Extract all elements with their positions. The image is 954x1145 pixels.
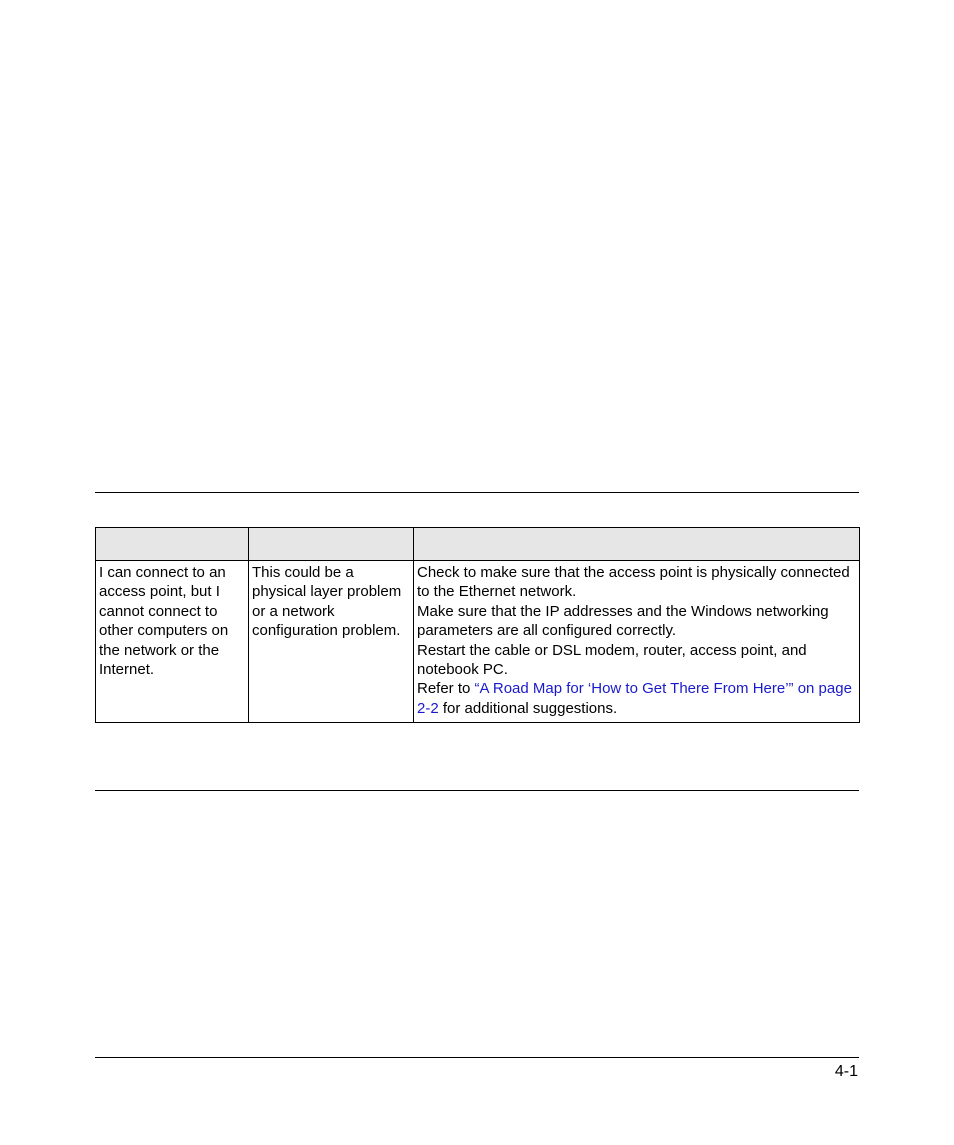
section-divider-top	[95, 492, 859, 493]
solution-cell	[414, 561, 860, 723]
header-cell-cause	[249, 528, 414, 561]
table-header-row	[96, 528, 860, 561]
table-row	[96, 561, 860, 723]
section-divider-bottom	[95, 790, 859, 791]
refer-suffix: for additional suggestions.	[438, 699, 618, 717]
header-cell-symptom	[96, 528, 249, 561]
solution-step-2: Make sure that the IP addresses and the Windows networking parameters are all configured correctly.	[417, 602, 829, 640]
roadmap-cross-reference-link[interactable]: “A Road Map for ‘How to Get There From Here’” on page 2-2	[417, 680, 852, 717]
solution-step-1: Check to make sure that the access point is physically connected to the Ethernet network.	[417, 564, 850, 601]
header-cell-solution	[414, 528, 860, 561]
solution-step-3: Restart the cable or DSL modem, router, access point, and notebook PC.	[417, 641, 807, 679]
solution-refer	[417, 679, 857, 718]
footer-rule	[95, 1057, 859, 1058]
page-number: 4-1	[834, 1063, 858, 1080]
troubleshooting-table	[95, 527, 860, 723]
refer-prefix: Refer to	[417, 680, 475, 698]
symptom-cell: I can connect to an access point, but I cannot connect to other computers on the network or the Internet.	[96, 561, 249, 723]
cause-cell: This could be a physical layer problem or a network configuration problem.	[249, 561, 414, 723]
